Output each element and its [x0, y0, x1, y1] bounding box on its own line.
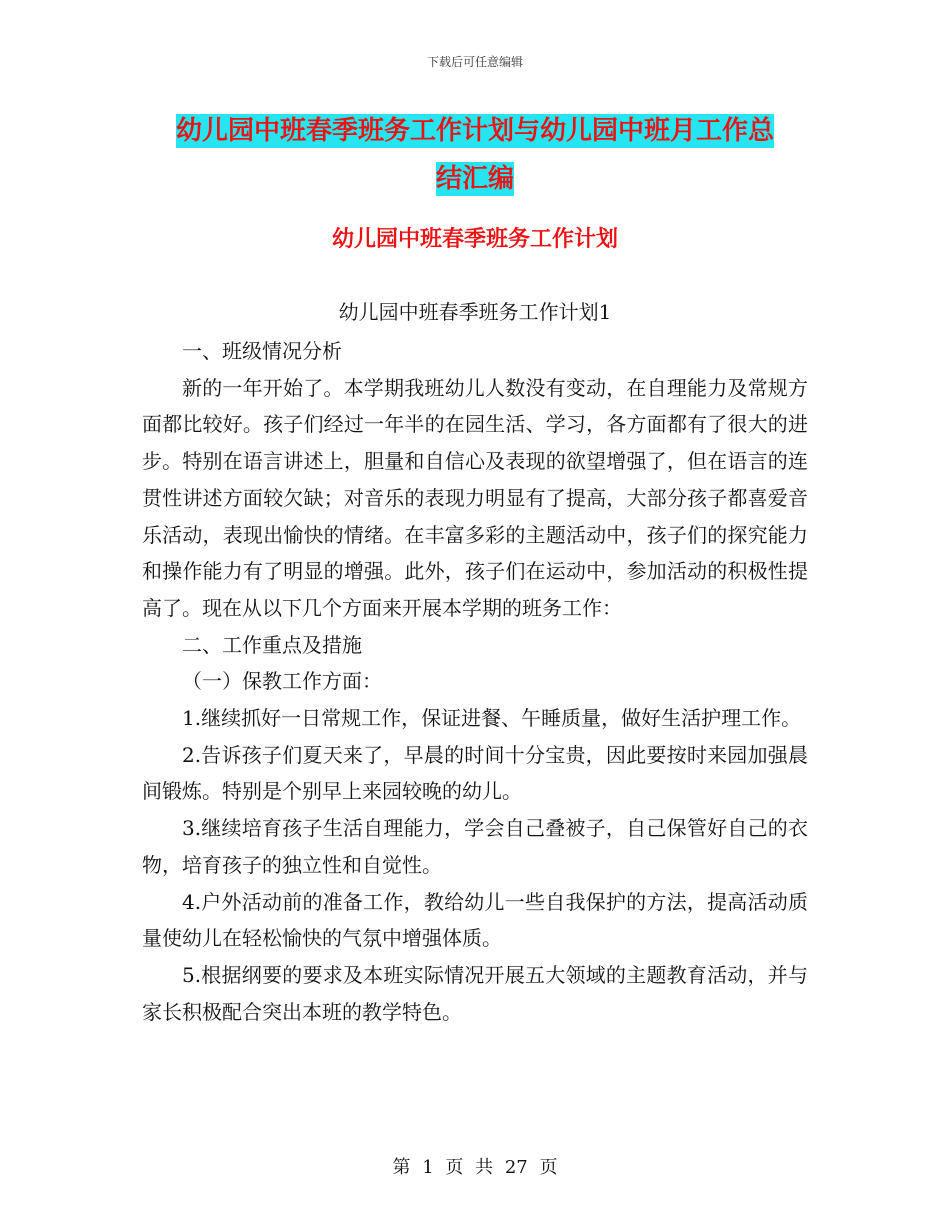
heading-class-analysis: 一、班级情况分析 — [182, 339, 342, 363]
list-item-2: 2.告诉孩子们夏天来了，早晨的时间十分宝贵，因此要按时来园加强晨间锻炼。特别是个别早上来园较晚的幼儿。 — [142, 742, 808, 804]
title-line-1: 幼儿园中班春季班务工作计划与幼儿园中班月工作总 — [175, 116, 774, 146]
list-item-1: 1.继续抓好一日常规工作，保证进餐、午睡质量，做好生活护理工作。 — [182, 706, 802, 731]
title-line-2: 结汇编 — [435, 164, 514, 194]
page-footer: 第 1 页 共 27 页 — [392, 1157, 558, 1178]
body-text — [142, 333, 808, 1030]
heading-work-focus: 二、工作重点及措施 — [182, 632, 362, 657]
plan-subtitle: 幼儿园中班春季班务工作计划1 — [338, 300, 612, 324]
subheading-care-education: （一）保教工作方面： — [182, 669, 382, 694]
header-note: 下载后可任意编辑 — [426, 55, 523, 69]
list-item-5: 5.根据纲要的要求及本班实际情况开展五大领域的主题教育活动，并与家长积极配合突出本班的教学特色。 — [142, 962, 808, 1024]
section-title: 幼儿园中班春季班务工作计划 — [331, 227, 618, 252]
paragraph-class-analysis: 新的一年开始了。本学期我班幼儿人数没有变动，在自理能力及常规方面都比较好。孩子们经过一年半的在园生活、学习，各方面都有了很大的进步。特别在语言讲述上，胆量和自信心及表现的欲望增强了，但在语言的连贯性讲述方面较欠缺；对音乐的表现力明显有了提高，大部分孩子都喜爱音乐活动，表现出愉快的情绪。在丰富多彩的主题活动中，孩子们的探究能力和操作能力有了明显的增强。此外，孩子们在运动中，参加活动的积极性提高了。现在从以下几个方面来开展本学期的班务工作： — [142, 375, 808, 620]
document-title — [120, 107, 830, 203]
list-item-3: 3.继续培育孩子生活自理能力，学会自己叠被子，自己保管好自己的衣物，培育孩子的独立性和自觉性。 — [142, 816, 808, 877]
list-item-4: 4.户外活动前的准备工作，教给幼儿一些自我保护的方法，提高活动质量使幼儿在轻松愉快的气氛中增强体质。 — [142, 889, 808, 951]
